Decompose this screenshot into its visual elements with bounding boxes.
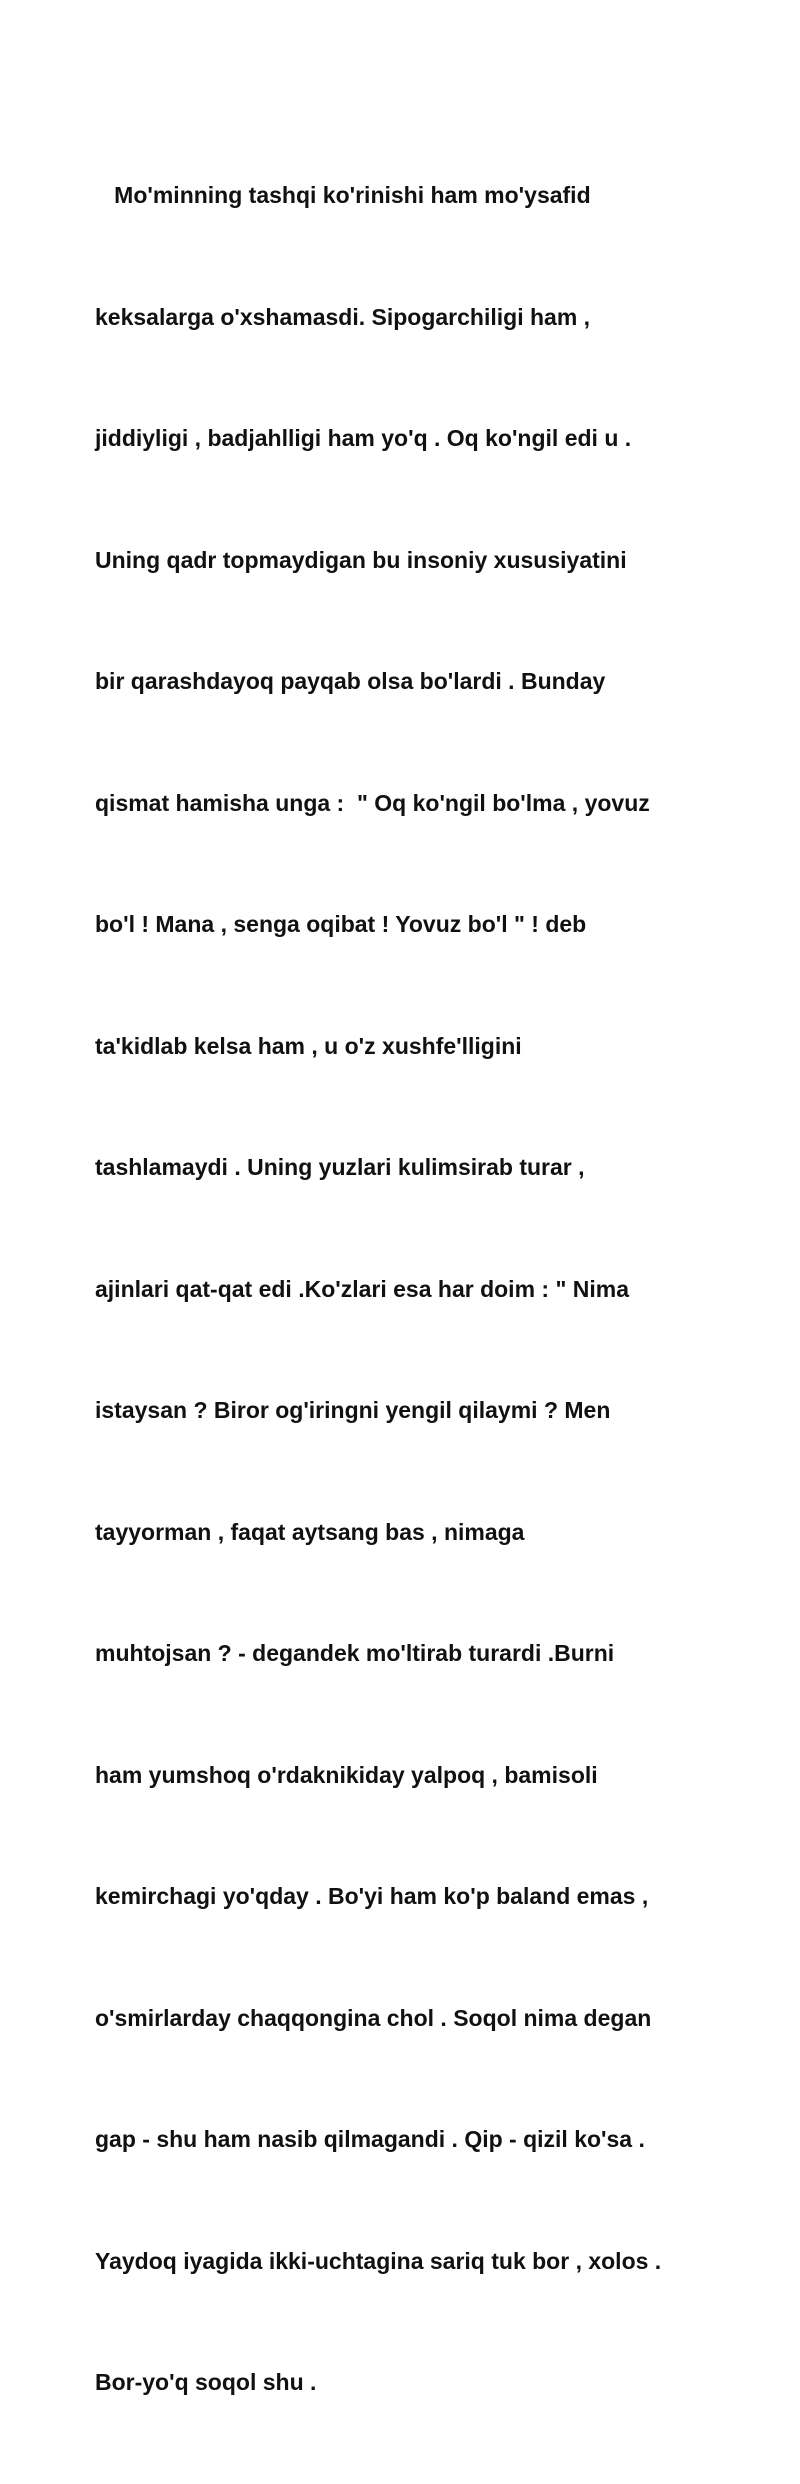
text-line: ta'kidlab kelsa ham , u o'z xushfe'lligini	[95, 1032, 522, 1059]
text-line: ajinlari qat-qat edi .Ko'zlari esa har doim : " Nima	[95, 1275, 629, 1302]
text-line: gap - shu ham nasib qilmagandi . Qip - qizil ko'sa .	[95, 2126, 645, 2152]
text-line: jiddiyligi , badjahlligi ham yo'q . Oq ko'ngil edi u .	[95, 425, 632, 451]
text-line: ham yumshoq o'rdaknikiday yalpoq , bamisoli	[95, 1761, 598, 1788]
text-line: tashlamaydi . Uning yuzlari kulimsirab turar ,	[95, 1154, 585, 1180]
text-line: istaysan ? Biror og'iringni yengil qilaymi ? Men	[95, 1397, 611, 1423]
text-line: Yaydoq iyagida ikki-uchtagina sariq tuk bor , xolos .	[95, 2247, 662, 2274]
text-line: bir qarashdayoq payqab olsa bo'lardi . Bunday	[95, 668, 606, 694]
text-line: keksalarga o'xshamasdi. Sipogarchiligi ham ,	[95, 303, 591, 330]
text-line: muhtojsan ? - degandek mo'ltirab turardi .Burni	[95, 1640, 615, 1666]
body-paragraph	[95, 94, 755, 2484]
text-line: bo'l ! Mana , senga oqibat ! Yovuz bo'l " ! deb	[95, 911, 587, 937]
text-line: qismat hamisha unga : " Oq ko'ngil bo'lma , yovuz	[95, 789, 650, 816]
text-line: o'smirlarday chaqqongina chol . Soqol nima degan	[95, 2004, 652, 2031]
text-line: kemirchagi yo'qday . Bo'yi ham ko'p baland emas ,	[95, 1883, 649, 1909]
text-line: tayyorman , faqat aytsang bas , nimaga	[95, 1518, 525, 1545]
text-line: Mo'minning tashqi ko'rinishi ham mo'ysafid	[95, 182, 591, 208]
text-line: Bor-yo'q soqol shu .	[95, 2369, 317, 2395]
text-line: Uning qadr topmaydigan bu insoniy xususiyatini	[95, 546, 627, 573]
